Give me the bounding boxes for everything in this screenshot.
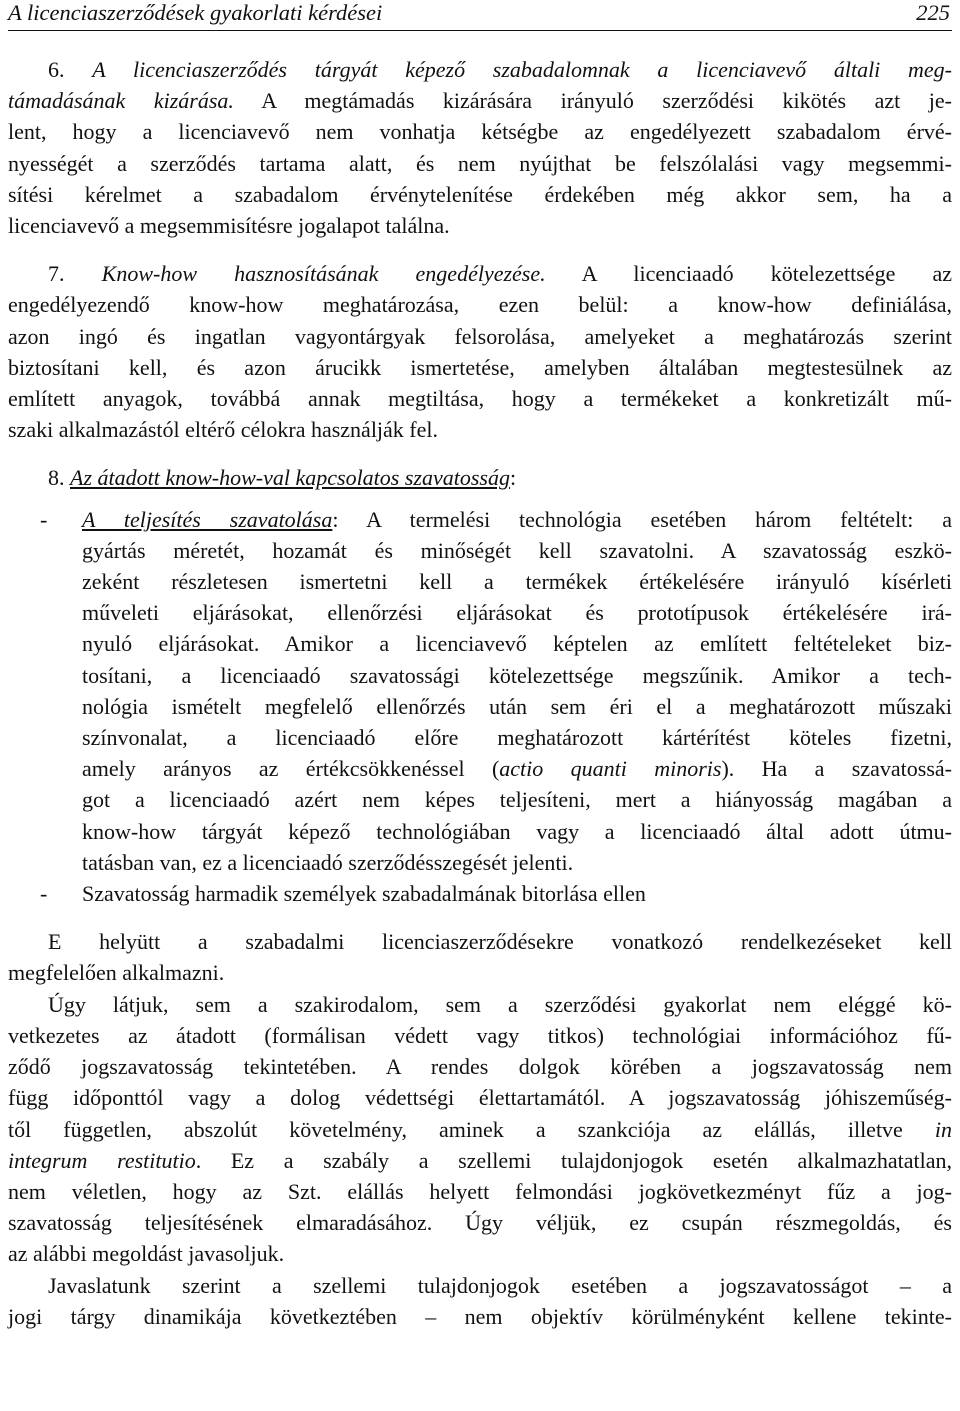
bullet-text: A teljesítés szavatolása: A termelési technológia esetében három feltételt: a gyártás méretét, hozamát és minőségét kell szavatolni. A szavatosság eszkö- zeként részletesen ismertetni kell a termékek értékelésére irányuló kísérleti műveleti eljárásokat, ellenőrzési eljárásokat és prototípusok értékelésére irá- nyuló eljárásokat. Amikor a licenciavevő képtelen az említett feltételeket biz- tosítani, a licenciaadó szavatossági kötelezettsége megszűnik. Amikor a tech- nológia ismételt megfelelő ellenőrzés után sem éri el a meghatározott műszaki színvonalat, a licenciaadó előre meghatározott kártérítést köteles fizetni, amely arányos az értékcsökkenéssel (actio quanti minoris). Ha a szavatossá- got a licenciaadó azért nem képes teljesíteni, mert a hiányosság magában a know-how tárgyát képező technológiában vagy a licenciaadó által adott útmu- tatásban van, ez a licenciaadó szerződésszegését jelenti. — [82, 506, 952, 875]
bullet-text: Szavatosság harmadik személyek szabadalmának bitorlása ellen — [82, 881, 646, 907]
bullet-item — [8, 878, 952, 909]
section-7-heading-line: 7. Know-how hasznosításának engedélyezése. A licenciaadó kötelezettsége az — [48, 261, 953, 287]
section-6 — [8, 54, 952, 241]
section-6-line: támadásának kizárása. A megtámadás kizárására irányuló szerződési kikötés azt je- — [8, 88, 952, 114]
section-7-line: említett anyagok, továbbá annak megtiltása, hogy a termékeket a konkretizált mű- — [8, 386, 952, 412]
section-7-line: szaki alkalmazástól eltérő célokra használják fel. — [8, 417, 439, 443]
section-6-line: nyességét a szerződés tartama alatt, és nem nyújthat be felszólalási vagy megsemmi- — [8, 150, 952, 176]
running-header — [8, 0, 952, 31]
bullet-label: A teljesítés szavatolása — [82, 506, 333, 532]
latin-term: actio quanti minoris — [499, 756, 722, 782]
header-title: A licenciaszerződések gyakorlati kérdései — [8, 0, 383, 25]
section-6-line: licenciavevő a megsemmisítésre jogalapot találna. — [8, 213, 450, 239]
section-8-heading: Az átadott know-how-val kapcsolatos szavatosság — [70, 465, 510, 491]
paragraph: Úgy látjuk, sem a szakirodalom, sem a szerződési gyakorlat nem eléggé kö- vetkezetes az átadott (formálisan védett vagy titkos) technológiai információhoz fű- ződő jogszavatosság tekintetében. A rendes dolgok körében a jogszavatosság nem függ időponttól vagy a dolog védettségi élettartamától. A jogszavatosság jóhiszeműség- től független, abszolút követelmény, aminek a szankciója az elállás, illetve in integrum restitutio. Ez a szabály a szellemi tulajdonjogok esetén alkalmazhatatlan, nem véletlen, hogy az Szt. elállás helyett felmondási jogkövetkezményt fűz a jog- szavatosság teljesítésének elmaradásához. Úgy véljük, ez csupán részmegoldás, és az alábbi megoldást javasoljuk. — [8, 991, 953, 1267]
bullet-item — [8, 504, 952, 878]
section-6-heading: A licenciaszerződés tárgyát képező szabadalomnak a licenciavevő általi meg- — [92, 57, 953, 82]
section-7-heading: Know-how hasznosításának engedélyezése. — [101, 261, 546, 287]
paragraph: Javaslatunk szerint a szellemi tulajdonjogok esetében a jogszavatosságot – a jogi tárgy dinamikája következtében – nem objektív körülményként kellene tekinte- — [8, 1272, 952, 1329]
section-8-heading-line: 8. Az átadott know-how-val kapcsolatos szavatosság: — [48, 465, 517, 491]
section-6-line: lent, hogy a licenciavevő nem vonhatja kétségbe az engedélyezett szabadalom érvé- — [8, 119, 952, 145]
section-6-line: sítési kérelmet a szabadalom érvénytelenítése érdekében még akkor sem, ha a — [8, 181, 952, 207]
section-7 — [8, 258, 952, 445]
paragraph: E helyütt a szabadalmi licenciaszerződésekre vonatkozó rendelkezéseket kell megfelelően alkalmazni. — [8, 929, 952, 986]
section-7-line: engedélyezendő know-how meghatározása, ezen belül: a know-how definiálása, — [8, 292, 952, 318]
section-6-heading-line: 6. A licenciaszerződés tárgyát képező szabadalomnak a licenciavevő általi meg- — [48, 57, 953, 82]
bullet-dash: - — [40, 506, 48, 532]
page-number: 225 — [916, 0, 950, 25]
section-7-line: biztosítani kell, és azon árucikk ismertetése, amelyben általában megtestesülnek az — [8, 354, 952, 380]
latin-term: integrum restitutio — [8, 1147, 196, 1173]
section-7-line: azon ingó és ingatlan vagyontárgyak felsorolása, amelyeket a meghatározás szerint — [8, 323, 952, 349]
bullet-dash: - — [40, 881, 48, 907]
latin-term: in — [934, 1116, 953, 1142]
